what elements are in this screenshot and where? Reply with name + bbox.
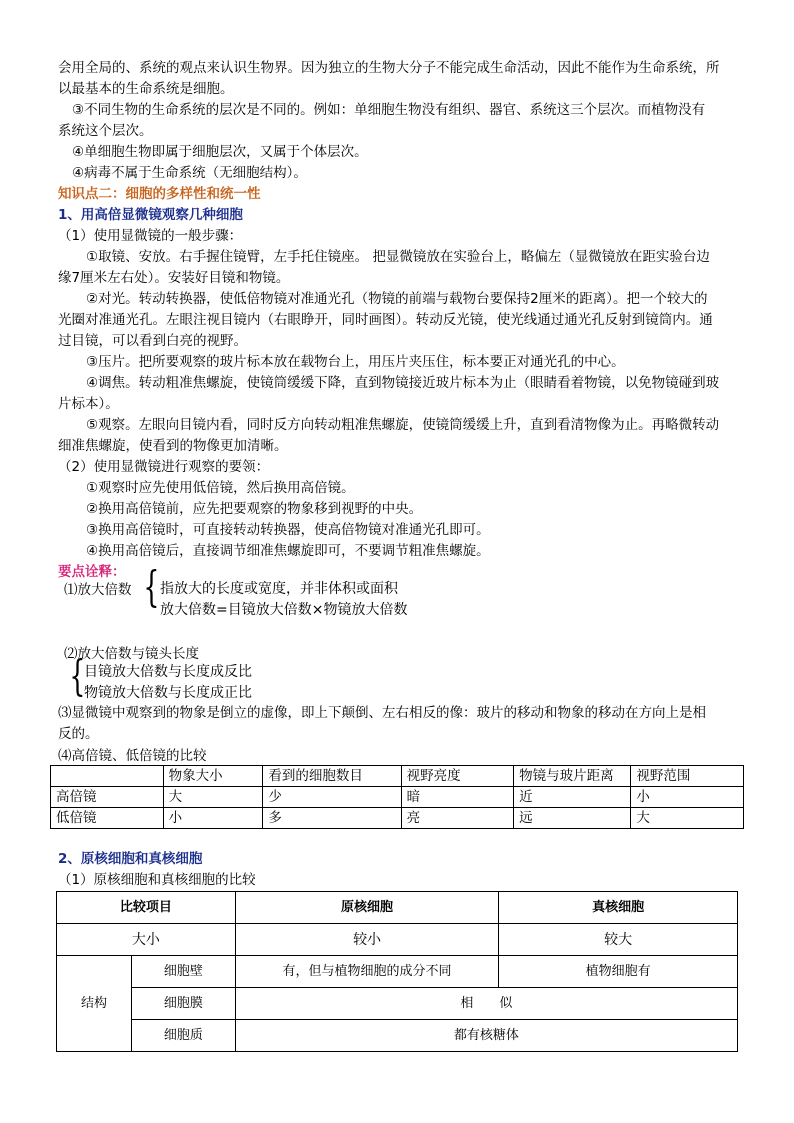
- subsection-title: （1）使用显微镜的一般步骤：: [58, 228, 243, 244]
- keypoint-text: 反的。: [58, 726, 99, 742]
- row-label: 低倍镜: [51, 808, 164, 829]
- intro-item-cont: 系统这个层次。: [58, 123, 153, 139]
- table-cell: 有，但与植物细胞的成分不同: [235, 956, 499, 988]
- table-cell: 小: [163, 808, 263, 829]
- keypoint-label: ⑵放大倍数与镜头长度: [64, 646, 199, 662]
- intro-section: [58, 58, 740, 583]
- brace-icon: {: [143, 562, 160, 611]
- table-row: [51, 808, 744, 829]
- intro-line: 以最基本的生命系统是细胞。: [58, 81, 234, 97]
- keypoint-detail: 目镜放大倍数与长度成反比: [84, 664, 252, 680]
- keypoint-text: ⑷高倍镜、低倍镜的比较: [58, 748, 207, 764]
- step-text-cont: 缘7厘米左右处）。安装好目镜和物镜。: [58, 270, 290, 286]
- table-cell: 都有核糖体: [235, 1020, 737, 1052]
- table-row: [57, 956, 738, 988]
- section-title: 1、用高倍显微镜观察几种细胞: [58, 207, 243, 223]
- tip-text: ①观察时应先使用低倍镜，然后换用高倍镜。: [86, 480, 355, 496]
- table-cell: 大: [163, 787, 263, 808]
- row-group-label: 结构: [57, 956, 132, 1052]
- table-cell: 小: [631, 787, 744, 808]
- row-label: 大小: [57, 924, 236, 956]
- row-label: 细胞质: [131, 1020, 235, 1052]
- table-row: [51, 787, 744, 808]
- row-label: 高倍镜: [51, 787, 164, 808]
- magnification-comparison-table: [50, 765, 744, 829]
- table-cell: 多: [263, 808, 401, 829]
- table-cell: 暗: [401, 787, 514, 808]
- row-label: 细胞膜: [131, 988, 235, 1020]
- table-cell: 较小: [235, 924, 499, 956]
- table-header-row: [57, 892, 738, 924]
- table-cell: 较大: [499, 924, 738, 956]
- intro-item: ④单细胞生物即属于细胞层次，又属于个体层次。: [72, 144, 368, 160]
- row-label: 细胞壁: [131, 956, 235, 988]
- subsection-title: （1）原核细胞和真核细胞的比较: [58, 872, 256, 888]
- knowledge-point-title: 知识点二：细胞的多样性和统一性: [58, 186, 261, 202]
- header-cell: 比较项目: [57, 892, 236, 924]
- table-cell: 远: [514, 808, 631, 829]
- step-text: ②对光。转动转换器，使低倍物镜对准通光孔（物镜的前端与载物台要保持2厘米的距离）。把一个较大的: [86, 291, 708, 307]
- table-header-row: [51, 766, 744, 787]
- intro-item: ④病毒不属于生命系统（无细胞结构）。: [72, 165, 307, 181]
- keypoint-detail: 物镜放大倍数与长度成正比: [84, 685, 252, 701]
- subsection-title: （2）使用显微镜进行观察的要领：: [58, 459, 270, 475]
- header-cell: 真核细胞: [499, 892, 738, 924]
- header-cell: 看到的细胞数目: [263, 766, 401, 787]
- table-cell: 少: [263, 787, 401, 808]
- header-cell: 原核细胞: [235, 892, 499, 924]
- intro-line: 会用全局的、系统的观点来认识生物界。因为独立的生物大分子不能完成生命活动，因此不能作为生命系统，所: [58, 60, 720, 76]
- table-row: [57, 988, 738, 1020]
- step-text: ①取镜、安放。右手握住镜臂，左手托住镜座。 把显微镜放在实验台上，略偏左（显微镜放在距实验台边: [86, 249, 710, 265]
- cell-comparison-table: [56, 891, 738, 1052]
- step-text: ④调焦。转动粗准焦螺旋，使镜筒缓缓下降，直到物镜接近玻片标本为止（眼睛看着物镜，以免物镜碰到玻: [86, 375, 720, 391]
- header-cell: 物象大小: [163, 766, 263, 787]
- table-cell: 植物细胞有: [499, 956, 738, 988]
- step-text-cont: 片标本）。: [58, 396, 119, 412]
- header-cell: 视野亮度: [401, 766, 514, 787]
- step-text-cont: 光圈对准通光孔。左眼注视目镜内（右眼睁开，同时画图）。转动反光镜，使光线通过通光孔反射到镜筒内。通: [58, 312, 713, 328]
- step-text: ③压片。把所要观察的玻片标本放在载物台上，用压片夹压住，标本要正对通光孔的中心。: [86, 354, 625, 370]
- table-cell: 大: [631, 808, 744, 829]
- keypoint-detail: 指放大的长度或宽度，并非体积或面积: [160, 581, 398, 597]
- table-cell: 亮: [401, 808, 514, 829]
- section-2: [58, 849, 740, 891]
- intro-item: ③不同生物的生命系统的层次是不同的。例如：单细胞生物没有组织、器官、系统这三个层次。而植物没有: [72, 102, 706, 118]
- step-text: ⑤观察。左眼向目镜内看，同时反方向转动粗准焦螺旋，使镜筒缓缓上升，直到看清物像为止。再略微转动: [86, 417, 720, 433]
- table-cell: 近: [514, 787, 631, 808]
- keypoint-3-4: [58, 703, 740, 767]
- tip-text: ③换用高倍镜时，可直接转动转换器，使高倍物镜对准通光孔即可。: [86, 522, 490, 538]
- step-text-cont: 过目镜，可以看到白亮的视野。: [58, 333, 247, 349]
- tip-text: ④换用高倍镜后，直接调节细准焦螺旋即可，不要调节粗准焦螺旋。: [86, 543, 490, 559]
- header-cell: 视野范围: [631, 766, 744, 787]
- brace-icon: {: [69, 651, 86, 700]
- table-row: [57, 1020, 738, 1052]
- header-cell: 物镜与玻片距离: [514, 766, 631, 787]
- section-title: 2、原核细胞和真核细胞: [58, 851, 203, 867]
- keypoint-text: ⑶显微镜中观察到的物象是倒立的虚像，即上下颠倒、左右相反的像：玻片的移动和物象的移动在方向上是相: [58, 705, 706, 721]
- keypoint-label: ⑴放大倍数: [64, 582, 132, 598]
- header-cell: [51, 766, 164, 787]
- table-cell: 相 似: [235, 988, 737, 1020]
- key-points-title: 要点诠释：: [58, 564, 126, 580]
- tip-text: ②换用高倍镜前，应先把要观察的物象移到视野的中央。: [86, 501, 423, 517]
- step-text-cont: 细准焦螺旋，使看到的物像更加清晰。: [58, 438, 288, 454]
- keypoint-detail: 放大倍数=目镜放大倍数×物镜放大倍数: [160, 602, 408, 618]
- table-row: [57, 924, 738, 956]
